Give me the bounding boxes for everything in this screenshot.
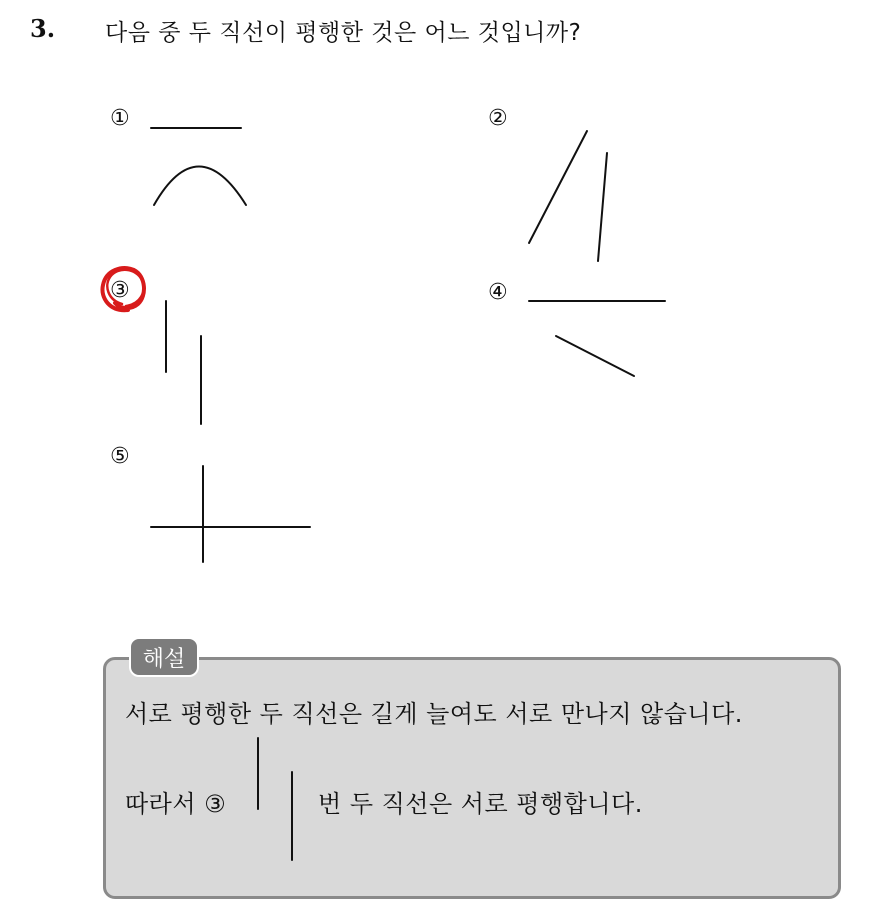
option-2-line-b	[598, 153, 607, 261]
option-4-line-b	[556, 336, 634, 376]
solution-line-1: 서로 평행한 두 직선은 길게 늘여도 서로 만나지 않습니다.	[125, 700, 743, 728]
option-1-figure	[151, 128, 246, 205]
option-4-figure	[529, 301, 665, 376]
solution-tab: 해설	[129, 637, 199, 677]
option-2-label[interactable]: ②	[488, 106, 508, 131]
answer-circle-marker	[102, 268, 144, 310]
question-text: 다음 중 두 직선이 평행한 것은 어느 것입니까?	[105, 20, 582, 46]
option-5-figure	[151, 466, 310, 562]
option-2-line-a	[529, 131, 587, 243]
option-3-label[interactable]: ③	[110, 278, 130, 303]
solution-line-2-suffix: 번 두 직선은 서로 평행합니다.	[318, 790, 643, 818]
option-1-label[interactable]: ①	[110, 106, 130, 131]
option-1-curve	[154, 167, 246, 206]
option-2-figure	[529, 131, 607, 261]
option-4-label[interactable]: ④	[488, 280, 508, 305]
question-number: 3.	[30, 14, 56, 43]
option-3-figure	[166, 301, 201, 424]
solution-line-2-prefix: 따라서 ③	[125, 790, 227, 818]
option-5-label[interactable]: ⑤	[110, 444, 130, 469]
